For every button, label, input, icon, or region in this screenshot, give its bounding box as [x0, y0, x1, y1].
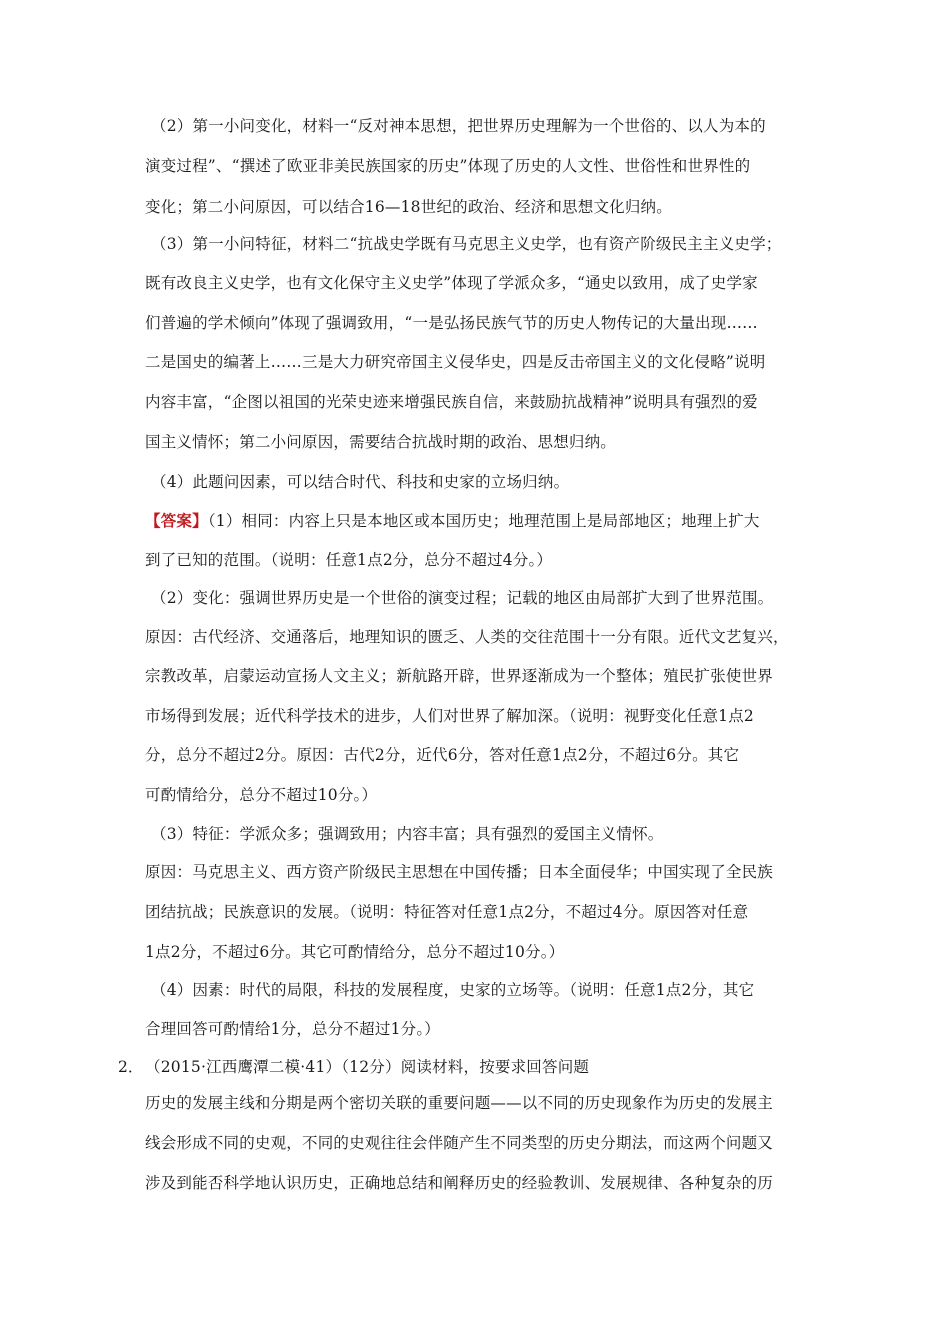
material-line: 涉及到能否科学地认识历史，正确地总结和阐释历史的经验教训、发展规律、各种复杂的历: [145, 1174, 774, 1192]
question-header: （2015·江西鹰潭二模·41）（12分）阅读材料，按要求回答问题: [145, 1058, 590, 1076]
answer-text: （1）相同：内容上只是本地区或本国历史；地理范围上是局部地区；地理上扩大: [207, 512, 760, 530]
answer-line: （3）特征：学派众多；强调致用；内容丰富；具有强烈的爱国主义情怀。: [151, 825, 664, 843]
answer-line: 到了已知的范围。（说明：任意1点2分，总分不超过4分。）: [145, 551, 553, 569]
answer-line: 团结抗战；民族意识的发展。（说明：特征答对任意1点2分，不超过4分。原因答对任意: [145, 903, 749, 921]
answer-line: （2）变化：强调世界历史是一个世俗的演变过程；记载的地区由局部扩大到了世界范围。: [151, 589, 774, 607]
material-line: 历史的发展主线和分期是两个密切关联的重要问题——以不同的历史现象作为历史的发展主: [145, 1094, 774, 1112]
answer-line: （4）因素：时代的局限，科技的发展程度，史家的立场等。（说明：任意1点2分，其它: [151, 981, 755, 999]
answer-label: 【答案】: [145, 511, 208, 530]
text-line: 既有改良主义史学，也有文化保守主义史学”体现了学派众多，“通史以致用，成了史学家: [145, 274, 758, 292]
answer-line: 分，总分不超过2分。原因：古代2分，近代6分，答对任意1点2分，不超过6分。其它: [145, 746, 740, 764]
answer-line: 市场得到发展；近代科学技术的进步，人们对世界了解加深。（说明：视野变化任意1点2: [145, 707, 754, 725]
text-line: 国主义情怀；第二小问原因，需要结合抗战时期的政治、思想归纳。: [145, 433, 617, 451]
text-line: （3）第一小问特征，材料二“抗战史学既有马克思主义史学，也有资产阶级民主主义史学；: [151, 235, 782, 253]
question-number: 2．: [118, 1058, 144, 1076]
answer-line: 宗教改革，启蒙运动宣扬人文主义；新航路开辟，世界逐渐成为一个整体；殖民扩张使世界: [145, 667, 774, 685]
answer-first-line: [145, 511, 825, 531]
text-line: 内容丰富，“企图以祖国的光荣史迹来增强民族自信，来鼓励抗战精神”说明具有强烈的爱: [145, 393, 758, 411]
text-line: 演变过程”、“撰述了欧亚非美民族国家的历史”体现了历史的人文性、世俗性和世界性的: [145, 157, 751, 175]
answer-line: 合理回答可酌情给1分，总分不超过1分。）: [145, 1020, 440, 1038]
text-line: 二是国史的编著上……三是大力研究帝国主义侵华史，四是反击帝国主义的文化侵略”说明: [145, 353, 766, 371]
text-line: （4）此题问因素，可以结合时代、科技和史家的立场归纳。: [151, 473, 570, 491]
answer-line: 原因：古代经济、交通落后，地理知识的匮乏、人类的交往范围十一分有限。近代文艺复兴，: [145, 628, 789, 646]
answer-line: 1点2分，不超过6分。其它可酌情给分，总分不超过10分。）: [145, 943, 565, 961]
text-line: （2）第一小问变化，材料一“反对神本思想，把世界历史理解为一个世俗的、以人为本的: [151, 117, 766, 135]
text-line: 变化；第二小问原因，可以结合16—18世纪的政治、经济和思想文化归纳。: [145, 198, 672, 216]
text-line: 们普遍的学术倾向”体现了强调致用，“一是弘扬民族气节的历史人物传记的大量出现……: [145, 314, 758, 332]
answer-line: 可酌情给分，总分不超过10分。）: [145, 786, 378, 804]
material-line: 线会形成不同的史观，不同的史观往往会伴随产生不同类型的历史分期法，而这两个问题又: [145, 1134, 774, 1152]
answer-line: 原因：马克思主义、西方资产阶级民主思想在中国传播；日本全面侵华；中国实现了全民族: [145, 863, 774, 881]
